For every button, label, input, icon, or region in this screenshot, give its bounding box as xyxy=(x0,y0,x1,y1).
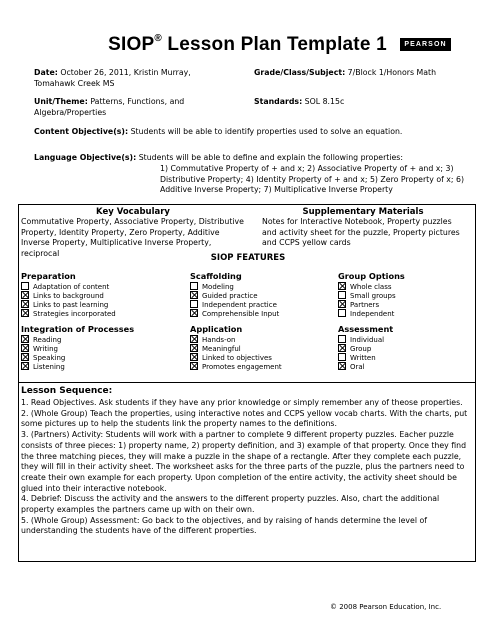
key-vocabulary-text: Commutative Property, Associative Property, Distributive Property, Identity Property, Zero Property, Additive Inverse Property, Multiplicative Inverse Property, reciprocal xyxy=(21,217,244,258)
checked-box-icon[interactable] xyxy=(190,309,198,317)
feature-item-label: Links to past learning xyxy=(33,301,109,309)
pearson-logo: PEARSON xyxy=(400,38,451,51)
feature-group-heading: Scaffolding xyxy=(190,271,242,281)
feature-item-label: Oral xyxy=(350,363,365,371)
feature-item xyxy=(21,362,65,372)
key-vocabulary-heading: Key Vocabulary xyxy=(96,207,170,217)
feature-item-label: Comprehensible Input xyxy=(202,310,280,318)
checked-box-icon[interactable] xyxy=(338,362,346,370)
lesson-step: 5. (Whole Group) Assessment: Go back to the objectives, and by raising of hands determine the level of understanding the students have of the different properties. xyxy=(21,515,427,536)
checked-box-icon[interactable] xyxy=(190,291,198,299)
checked-box-icon[interactable] xyxy=(21,335,29,343)
feature-group-heading: Group Options xyxy=(338,271,405,281)
checked-box-icon[interactable] xyxy=(190,335,198,343)
lesson-sequence-box xyxy=(18,382,476,562)
checked-box-icon[interactable] xyxy=(21,362,29,370)
feature-item-label: Small groups xyxy=(350,292,396,300)
feature-item-label: Hands-on xyxy=(202,336,236,344)
page-title: SIOP® Lesson Plan Template 1 xyxy=(108,32,387,55)
supplementary-materials-heading: Supplementary Materials xyxy=(302,207,424,217)
checked-box-icon[interactable] xyxy=(21,353,29,361)
feature-item xyxy=(190,362,282,372)
language-objective-list: 1) Commutative Property of + and x; 2) Associative Property of + and x; 3) Distributive Property; 4) Identity Property of + and x; 5) Zero Property of x; 6) Additive Inverse Property; 7) Multiplicative Inverse Property xyxy=(160,164,465,195)
copyright: © 2008 Pearson Education, Inc. xyxy=(330,603,442,611)
vocab-features-box xyxy=(18,204,476,383)
checked-box-icon[interactable] xyxy=(21,300,29,308)
lesson-step: 2. (Whole Group) Teach the properties, using interactive notes and CCPS yellow vocab charts. With the charts, put some pictures up to help the students link the property names to the definitions. xyxy=(21,408,468,429)
feature-group-heading: Integration of Processes xyxy=(21,324,135,334)
supplementary-materials-text: Notes for Interactive Notebook, Property puzzles and activity sheet for the puzzle, Property pictures and CCPS yellow cards xyxy=(262,217,460,248)
feature-item-label: Listening xyxy=(33,363,65,371)
feature-item-label: Independent xyxy=(350,310,395,318)
checked-box-icon[interactable] xyxy=(338,300,346,308)
lesson-step: 4. Debrief: Discuss the activity and the answers to the different property puzzles. Also, chart the additional property examples the partners came up with on their own. xyxy=(21,494,440,515)
checked-box-icon[interactable] xyxy=(21,309,29,317)
feature-item-label: Strategies incorporated xyxy=(33,310,116,318)
feature-item-label: Written xyxy=(350,354,376,362)
checked-box-icon[interactable] xyxy=(338,344,346,352)
feature-group-heading: Application xyxy=(190,324,243,334)
unchecked-box-icon[interactable] xyxy=(21,282,29,290)
checked-box-icon[interactable] xyxy=(338,282,346,290)
feature-item xyxy=(338,309,394,319)
feature-item-label: Writing xyxy=(33,345,58,353)
feature-item-label: Linked to objectives xyxy=(202,354,272,362)
checked-box-icon[interactable] xyxy=(190,353,198,361)
feature-item xyxy=(21,309,116,319)
feature-item-label: Whole class xyxy=(350,283,392,291)
unchecked-box-icon[interactable] xyxy=(190,282,198,290)
checked-box-icon[interactable] xyxy=(21,344,29,352)
feature-item-label: Modeling xyxy=(202,283,234,291)
lesson-sequence-text xyxy=(21,398,473,537)
grade-field: Grade/Class/Subject: 7/Block 1/Honors Math xyxy=(254,68,437,77)
standards-field: Standards: SOL 8.15c xyxy=(254,97,345,106)
lesson-step: 3. (Partners) Activity: Students will work with a partner to complete 9 different property puzzles. Eacher puzzle consists of three pieces: 1) property name, 2) property definition, and 3) example of that property. Once they find the three matching pieces, they will make a puzzle in the shape of a rectangle. After they complete each puzzle, they will fill in their activity sheet. The worksheet asks for the three parts of the puzzle, plus the partners need to create their own example for each property. Upon completion of the entire activity, the activity sheet should be glued into their interactive notebook. xyxy=(21,430,467,493)
unchecked-box-icon[interactable] xyxy=(338,291,346,299)
feature-item-label: Partners xyxy=(350,301,380,309)
feature-item-label: Links to background xyxy=(33,292,104,300)
date-field: Date: October 26, 2011, Kristin Murray, Tomahawk Creek MS xyxy=(34,68,191,88)
unchecked-box-icon[interactable] xyxy=(338,335,346,343)
lesson-step: 1. Read Objectives. Ask students if they have any prior knowledge or simply remember any of theose properties. xyxy=(21,398,463,407)
checked-box-icon[interactable] xyxy=(190,344,198,352)
feature-group-heading: Preparation xyxy=(21,271,76,281)
feature-item-label: Promotes engagement xyxy=(202,363,282,371)
feature-item-label: Speaking xyxy=(33,354,66,362)
feature-item-label: Reading xyxy=(33,336,62,344)
checked-box-icon[interactable] xyxy=(21,291,29,299)
content-objective: Content Objective(s): Students will be able to identify properties used to solve an equation. xyxy=(34,127,403,136)
feature-item-label: Independent practice xyxy=(202,301,277,309)
language-objective: Language Objective(s): Students will be able to define and explain the following properties: xyxy=(34,153,403,162)
unchecked-box-icon[interactable] xyxy=(338,353,346,361)
feature-item-label: Group xyxy=(350,345,372,353)
feature-item-label: Guided practice xyxy=(202,292,258,300)
feature-group-heading: Assessment xyxy=(338,324,394,334)
checked-box-icon[interactable] xyxy=(190,362,198,370)
feature-item xyxy=(338,362,365,372)
unchecked-box-icon[interactable] xyxy=(190,300,198,308)
lesson-sequence-heading: Lesson Sequence: xyxy=(21,386,113,396)
feature-item-label: Adaptation of content xyxy=(33,283,110,291)
feature-item xyxy=(190,309,279,319)
unchecked-box-icon[interactable] xyxy=(338,309,346,317)
unit-field: Unit/Theme: Patterns, Functions, and Algebra/Properties xyxy=(34,97,185,117)
siop-features-heading: SIOP FEATURES xyxy=(210,253,286,263)
feature-item-label: Meaningful xyxy=(202,345,241,353)
feature-item-label: Individual xyxy=(350,336,385,344)
